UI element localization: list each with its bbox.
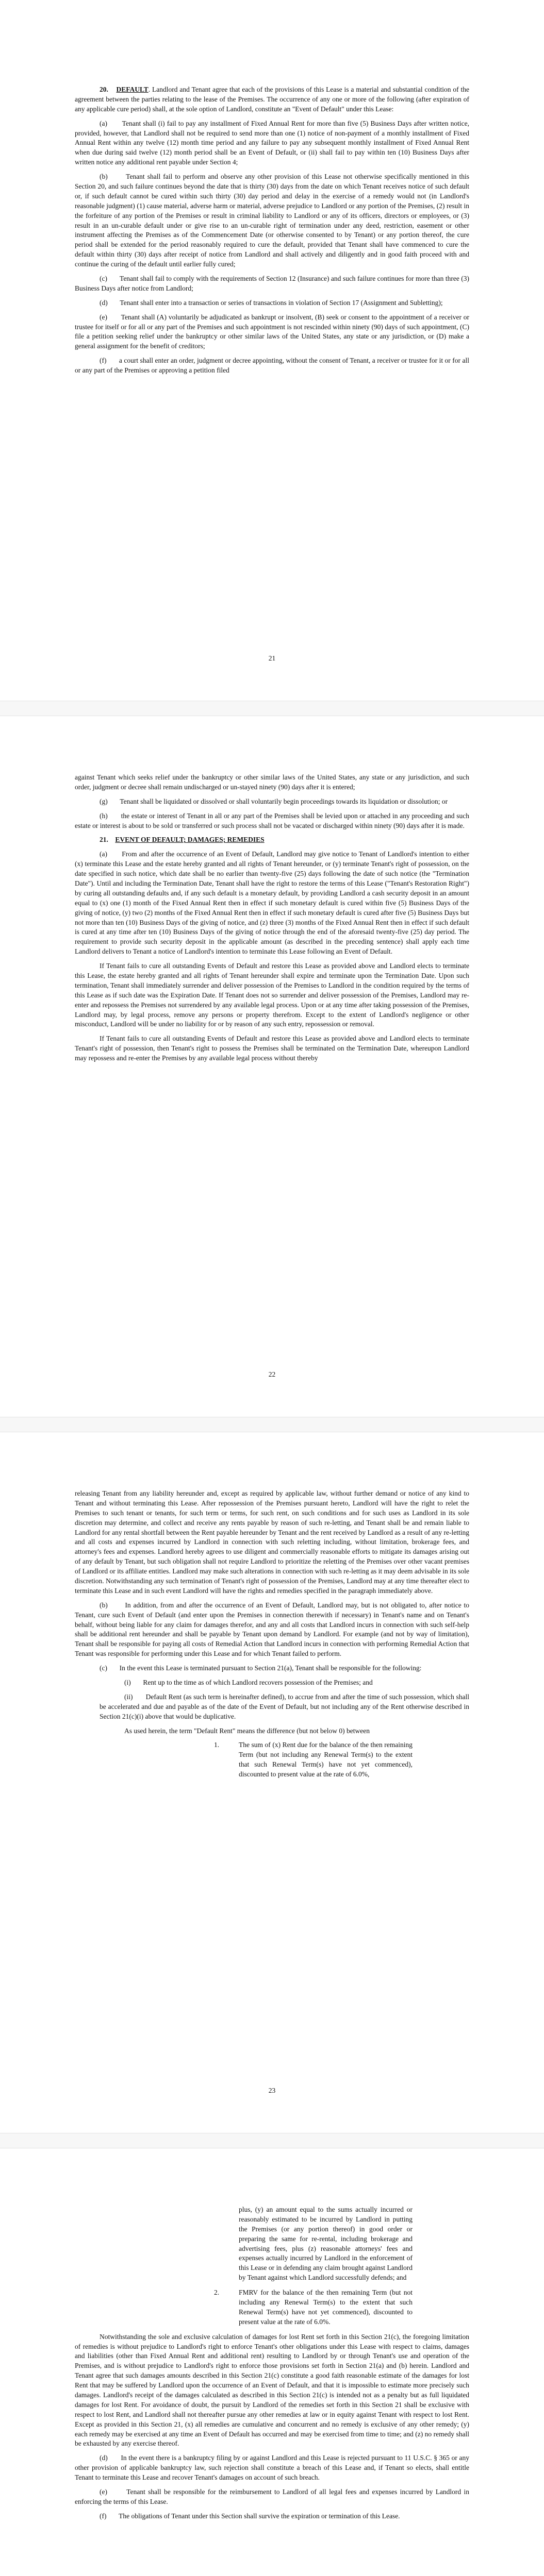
- clause-text: In addition, from and after the occurrence of an Event of Default, Landlord may, but is not obligated to, after notice to Tenant, cure such Event of Default (and enter upon the Premises in connection therewith if necessary) in Tenant's name and on Tenant's behalf, without being liable for any claim for damages therefor, and any and all costs that Landlord incurs in connection with such self-help shall be additional rent hereunder and shall be payable by Tenant upon demand by Landlord. For example (and not by way of limitation), Tenant shall be responsible for paying all costs of Remedial Action that Landlord incurs in connection with performing Remedial Action that Tenant was responsible for performing under this Lease and for which Tenant failed to perform.: [75, 1601, 470, 1658]
- clause-label: (g): [100, 797, 108, 805]
- page-21: [0, 0, 544, 701]
- clause-20a: [75, 119, 469, 167]
- page-21-content: [75, 85, 469, 380]
- clause-21c-ii: [75, 1692, 469, 1722]
- list-item-number: 2.: [214, 2289, 220, 2297]
- clause-20e: [75, 313, 469, 352]
- list-item: [75, 2288, 469, 2327]
- clause-label: (f): [100, 2512, 107, 2520]
- clause-21d: [75, 2453, 469, 2483]
- clause-21a-termination: If Tenant fails to cure all outstanding Events of Default and restore this Lease as provided above and Landlord elects to terminate this Lease, the estate hereby granted and all rights of Tenant hereunder shall expire and terminate upon the Termination Date. Upon such termination, Tenant shall immediately surrender and deliver possession of the Premises to Landlord in the condition required by the terms of this Lease as if such date was the Expiration Date. If Tenant does not so surrender and deliver possession of the Premises, Landlord may re-enter and repossess the Premises not surrendered by any available legal process. Upon or at any time after taking possession of the Premises, Landlord may, by legal process, remove any persons or property therefrom. Except to the extent of Landlord's negligence or other misconduct, Landlord will be under no liability for or by reason of any such entry, repossession or removal.: [75, 962, 469, 1028]
- clause-text: Tenant shall (A) voluntarily be adjudicated as bankrupt or insolvent, (B) seek or consent to the appointment of a receiver or trustee for itself or for all or any part of the Premises and such appointment is not rescinded within ninety (90) days of such appointment, (C) file a petition seeking relief under the bankruptcy or other similar laws of the United States, any state or any jurisdiction, or (D) make a general assignment for the benefit of creditors;: [75, 313, 469, 350]
- clause-text: From and after the occurrence of an Event of Default, Landlord may give notice to Tenant of Landlord's intention to either (x) terminate this Lease and the estate hereby granted and all rights of Tenant hereunder, or (y) terminate Tenant's right of possession, on the date specified in such notice, which date shall be no earlier than twenty-five (25) days following the date of such notice (the "Termination Date"). Until and including the Termination Date, Tenant shall have the right to restore the terms of this Lease ("Tenant's Restoration Right") by curing all outstanding defaults and, if any such default is a monetary default, by providing Landlord a cash security deposit in an amount equal to (x) one (1) month of the Fixed Annual Rent then in effect if such monetary default is cured within five (5) Business Days of the giving of notice, (y) two (2) months of the Fixed Annual Rent then in effect if such monetary default is cured after five (5) Business Days but not more than ten (10) Business Days of the giving of notice, and (z) three (3) months of the Fixed Annual Rent then in effect if such default is cured at any time after ten (10) Business Days of the giving of notice through the end of the aforesaid twenty-five (25) day period. The requirement to provide such security deposit in the applicable amount (as described in the preceding sentence) shall apply each time Landlord delivers to Tenant a notice of Landlord's intention to terminate this Lease following an Event of Default.: [75, 850, 470, 956]
- clause-label: (ii): [124, 1692, 133, 1701]
- clause-text: Rent up to the time as of which Landlord recovers possession of the Premises; and: [143, 1679, 373, 1687]
- page-23: [0, 1432, 544, 2133]
- clause-text: Default Rent (as such term is hereinafter defined), to accrue from and after the time of such possession, which shall be accelerated and due and payable as of the date of the Event of Default, but not including any of the Rent otherwise described in Section 21(c)(i) above that would be duplicative.: [100, 1692, 469, 1720]
- clause-21c-i: [75, 1678, 469, 1688]
- clause-label: (a): [100, 850, 107, 858]
- clause-text: Tenant shall (i) fail to pay any installment of Fixed Annual Rent for more than five (5) Business Days after written notice, provided, however, that Landlord shall not be required to send more than one (1) notice of non-payment of a monthly installment of Fixed Annual Rent within any twelve (12) month time period and any failure to pay any subsequent monthly installment of Fixed Annual Rent when due during said twelve (12) month period shall be an Event of Default, or (ii) shall fail to pay within ten (10) Business Days after written notice any additional rent payable under Section 4;: [75, 119, 469, 166]
- clause-label: (h): [100, 811, 108, 820]
- clause-21a-possession: If Tenant fails to cure all outstanding Events of Default and restore this Lease as provided above and Landlord elects to terminate Tenant's right of possession, then Tenant's right to possess the Premises shall be terminated on the Termination Date, whereupon Landlord may repossess and re-enter the Premises by any available legal process without thereby: [75, 1035, 469, 1062]
- page-24: [0, 2148, 544, 2576]
- liquidated-damages-paragraph: Notwithstanding the sole and exclusive calculation of damages for lost Rent set forth in this Section 21(c), the foregoing limitation of remedies is without prejudice to Landlord's right to enforce Tenant's other obligations under this Lease with respect to claims, damages and liabilities (other than Fixed Annual Rent and additional rent) resulting to Landlord by or through Tenant's use and operation of the Premises, and is without prejudice to Landlord's right to enforce those provisions set forth in Section 21(a) and (b) herein. Landlord and Tenant agree that such damages amounts described in this Section 21(c) constitute a good faith reasonable estimate of the damages for lost Rent that may be suffered by Landlord upon the occurrence of an Event of Default, and that it is impossible to estimate more precisely such damages. Landlord's receipt of the damages calculated as described in this Section 21(c) is intended not as a penalty but as full liquidated damages for lost Rent. For avoidance of doubt, the pursuit by Landlord of the remedies set forth in this Section 21 shall be exclusive with respect to lost Rent, and Landlord shall not thereafter pursue any other remedies at law or in equity against Tenant with respect to lost Rent. Except as provided in this Section 21, (x) all remedies are cumulative and concurrent and no remedy is exclusive of any other remedy; (y) each remedy may be exercised at any time an Event of Default has occurred and may be exercised from time to time; and (z) no remedy shall be exhausted by any exercise thereof.: [75, 2332, 469, 2448]
- page-22: [0, 716, 544, 1417]
- clause-20f-continued: against Tenant which seeks relief under the bankruptcy or other similar laws of the United States, any state or any jurisdiction, and such order, judgment or decree shall remain undischarged or un-stayed ninety (90) days after it is entered;: [75, 773, 469, 791]
- section-20-paragraph: [75, 85, 469, 114]
- page-24-content: [75, 2205, 469, 2526]
- clause-label: (e): [100, 2488, 107, 2496]
- default-rent-definition: As used herein, the term "Default Rent" means the difference (but not below 0) between: [124, 1726, 370, 1735]
- page-number: 22: [268, 1370, 276, 1378]
- clause-21b: [75, 1601, 469, 1659]
- page-number: 23: [268, 2087, 276, 2094]
- list-item-continued: [75, 2205, 469, 2283]
- clause-label: (b): [100, 1601, 108, 1609]
- page-number: 21: [268, 654, 276, 662]
- clause-20f: [75, 356, 469, 376]
- clause-text: Tenant shall be responsible for the reimbursement to Landlord of all legal fees and expenses incurred by Landlord in enforcing the terms of this Lease.: [75, 2488, 470, 2505]
- page-separator: [0, 701, 544, 716]
- clause-text: Tenant shall fail to perform and observe any other provision of this Lease not otherwise specifically mentioned in this Section 20, and such failure continues beyond the date that is thirty (30) days from the date on which Tenant receives notice of such default or, if such default cannot be cured within such thirty (30) day period and delay in the exercise of a remedy would not (in Landlord's reasonable judgment) (1) cause material, adverse harm or material, adverse prejudice to Landlord or any portion of the Premises, (2) result in the forfeiture of any portion of the Premises or result in criminal liability to Landlord or any of its officers, directors or employees, or (3) result in an un-curable default under or give rise to an un-curable right of termination under any deed, restriction, easement or other instrument affecting the Premises as of the Commencement Date (or otherwise consented to by Tenant) or any portion thereof, the cure period shall be extended for the period reasonably required to cure the default, provided that Tenant shall have commenced to cure the default within thirty (30) days after receipt of notice from Landlord and shall actively and diligently and in good faith proceed with and continue the curing of the default until earlier fully cured;: [75, 173, 470, 268]
- clause-20h: [75, 811, 469, 831]
- clause-label: (c): [100, 275, 107, 283]
- clause-label: (e): [100, 313, 107, 321]
- clause-text: a court shall enter an order, judgment or decree appointing, without the consent of Tenant, a receiver or trustee for it or for all or any part of the Premises or approving a petition filed: [75, 357, 469, 375]
- clause-21c: [75, 1664, 469, 1673]
- clause-text: The obligations of Tenant under this Section shall survive the expiration or termination of this Lease.: [119, 2512, 400, 2520]
- clause-20d: [75, 298, 469, 308]
- section-21-heading-paragraph: [75, 835, 469, 845]
- clause-text: Tenant shall enter into a transaction or series of transactions in violation of Section 17 (Assignment and Subletting);: [120, 298, 443, 307]
- clause-21f: [75, 2512, 469, 2521]
- clause-label: (b): [100, 173, 108, 181]
- clause-21a-continued: releasing Tenant from any liability hereunder and, except as required by applicable law, without further demand or notice of any kind to Tenant and without terminating this Lease. After repossession of the Premises pursuant hereto, Landlord will have the right to relet the Premises to such tenant or tenants, for such term or terms, for such rent, on such conditions and for such uses as Landlord in its sole discretion may determine, and collect and receive any rents payable by reason of such re-letting, and Tenant shall be and remain liable to Landlord for any rental shortfall between the Rent payable hereunder by Tenant and the rent received by Landlord as a result of any re-letting and all costs and expenses incurred by Landlord in connection with such reletting including, without limitation, brokerage fees, and attorney's fees and expenses. Landlord hereby agrees to use diligent and commercially reasonable efforts to mitigate its damages arising out of any default by Tenant, but such obligation shall not require Landlord to prioritize the reletting of the Premises over other vacant premises of Landlord or its affiliate entities. Landlord may make such alterations in connection with such re-letting as it may deem advisable in its sole discretion. Notwithstanding any such termination of Tenant's right of possession of the Premises, Landlord may at any time thereafter elect to terminate this Lease and in such event Landlord will have the rights and remedies specified in the paragraph immediately above.: [75, 1489, 469, 1595]
- clause-label: (f): [100, 357, 107, 365]
- section-21-number: 21.: [100, 836, 108, 844]
- clause-label: (c): [100, 1664, 107, 1672]
- clause-label: (d): [100, 298, 108, 307]
- clause-label: (i): [124, 1679, 131, 1687]
- section-20-text: . Landlord and Tenant agree that each of the provisions of this Lease is a material and substantial condition of the agreement between the parties relating to the lease of the Premises. The occurrence of any one or more of the following (after expiration of any applicable cure period) shall, at the sole option of Landlord, constitute an "Event of Default" under this Lease:: [75, 86, 470, 113]
- clause-21a: [75, 850, 469, 957]
- page-separator: [0, 2133, 544, 2148]
- clause-label: (a): [100, 119, 107, 127]
- clause-text: Tenant shall be liquidated or dissolved or shall voluntarily begin proceedings towards its liquidation or dissolution; or: [120, 797, 448, 805]
- section-20-heading: DEFAULT: [116, 86, 149, 93]
- page-separator: [0, 1417, 544, 1432]
- page-22-content: [75, 773, 469, 1068]
- section-21-heading: EVENT OF DEFAULT; DAMAGES; REMEDIES: [115, 836, 265, 844]
- clause-text: In the event this Lease is terminated pursuant to Section 21(a), Tenant shall be responsible for the following:: [119, 1664, 422, 1672]
- clause-21e: [75, 2487, 469, 2507]
- page-23-content: [75, 1489, 469, 1785]
- clause-20b: [75, 172, 469, 269]
- clause-text: In the event there is a bankruptcy filing by or against Landlord and this Lease is rejected pursuant to 11 U.S.C. § 365 or any other provision of applicable bankruptcy law, such rejection shall constitute a breach of this Lease and, if Tenant so elects, shall entitle Tenant to terminate this Lease and recover Tenant's damages on account of such breach.: [75, 2454, 469, 2482]
- list-item-text: plus, (y) an amount equal to the sums actually incurred or reasonably estimated to be incurred by Landlord in putting the Premises (or any portion thereof) in good order or preparing the same for re-rental, including brokerage and advertising fees, plus (z) reasonable attorneys' fees and expenses actually incurred by Landlord in the enforcement of this Lease or in defending any claim brought against Landlord by Tenant against which Landlord successfully defends; and: [239, 2206, 413, 2282]
- list-item-number: 1.: [214, 1741, 220, 1749]
- clause-20g: [75, 797, 469, 807]
- clause-label: (d): [100, 2454, 108, 2462]
- list-item: [75, 1740, 469, 1780]
- section-20-number: 20.: [100, 86, 108, 93]
- clause-20c: [75, 274, 469, 294]
- clause-text: the estate or interest of Tenant in all or any part of the Premises shall be levied upon or attached in any proceeding and such estate or interest is about to be sold or transferred or such process shall not be vacated or discharged within ninety (90) days after it is made.: [75, 811, 469, 829]
- clause-text: Tenant shall fail to comply with the requirements of Section 12 (Insurance) and such failure continues for more than three (3) Business Days after notice from Landlord;: [75, 275, 469, 292]
- list-item-text: The sum of (x) Rent due for the balance of the then remaining Term (but not including any Renewal Term(s) to the extent that such Renewal Term(s) have not yet commenced), discounted to present value at the rate of 6.0%,: [239, 1741, 413, 1778]
- list-item-text: FMRV for the balance of the then remaining Term (but not including any Renewal Term(s) to the extent that such Renewal Term(s) have not yet commenced), discounted to present value at the rate of 6.0%.: [239, 2289, 413, 2326]
